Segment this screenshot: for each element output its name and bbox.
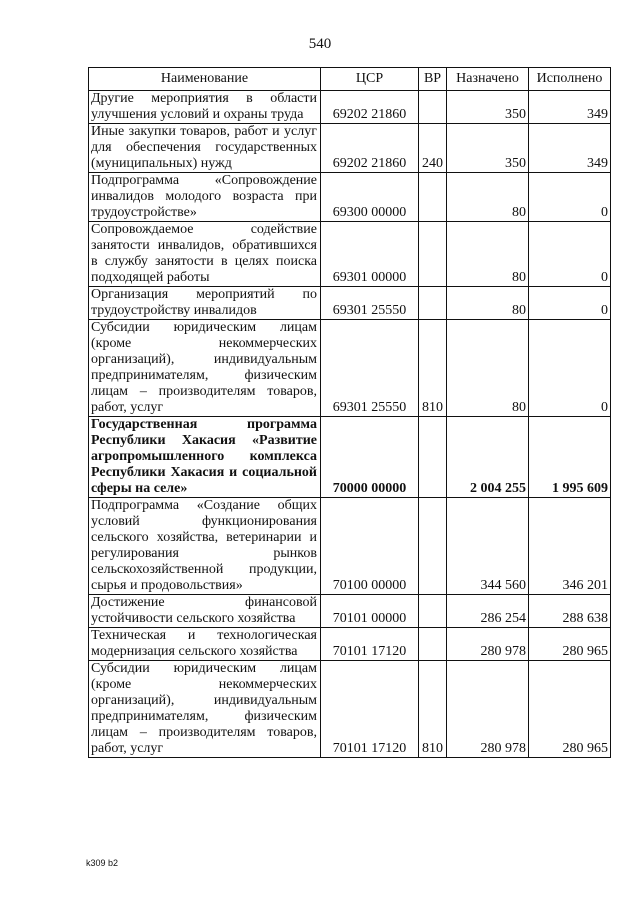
cell-executed: 280 965: [529, 628, 611, 661]
header-vr: ВР: [419, 68, 447, 91]
table-row: [89, 661, 611, 758]
table-row: [89, 173, 611, 222]
cell-csr: 70100 00000: [321, 498, 419, 595]
cell-csr: 70101 17120: [321, 661, 419, 758]
table-body: [89, 91, 611, 758]
cell-executed: 346 201: [529, 498, 611, 595]
cell-assigned: 80: [447, 173, 529, 222]
cell-vr: 240: [419, 124, 447, 173]
cell-name: Техническая и технологическая модернизация сельского хозяйства: [89, 628, 321, 661]
cell-assigned: 344 560: [447, 498, 529, 595]
cell-assigned: 280 978: [447, 661, 529, 758]
table-row: [89, 417, 611, 498]
cell-vr: [419, 628, 447, 661]
cell-csr: 70101 00000: [321, 595, 419, 628]
cell-vr: 810: [419, 661, 447, 758]
table-row: [89, 124, 611, 173]
cell-assigned: 286 254: [447, 595, 529, 628]
header-csr: ЦСР: [321, 68, 419, 91]
cell-name: Сопровождаемое содействие занятости инвалидов, обратившихся в службу занятости в целях поиска подходящей работы: [89, 222, 321, 287]
page-number: 540: [308, 36, 332, 52]
cell-csr: 70101 17120: [321, 628, 419, 661]
header-executed: Исполнено: [529, 68, 611, 91]
cell-executed: 288 638: [529, 595, 611, 628]
cell-name: Подпрограмма «Создание общих условий функционирования сельского хозяйства, ветеринарии и регулирования рынков сельскохозяйственной продукции, сырья и продовольствия»: [89, 498, 321, 595]
cell-name: Государственная программа Республики Хакасия «Развитие агропромышленного комплекса Республики Хакасия и социальной сферы на селе»: [89, 417, 321, 498]
cell-csr: 69300 00000: [321, 173, 419, 222]
cell-executed: 0: [529, 173, 611, 222]
cell-assigned: 350: [447, 124, 529, 173]
table-header-row: [89, 68, 611, 91]
cell-executed: 280 965: [529, 661, 611, 758]
cell-vr: [419, 173, 447, 222]
cell-executed: 0: [529, 287, 611, 320]
cell-executed: 0: [529, 222, 611, 287]
cell-csr: 69202 21860: [321, 91, 419, 124]
cell-executed: 0: [529, 320, 611, 417]
cell-csr: 69202 21860: [321, 124, 419, 173]
cell-executed: 1 995 609: [529, 417, 611, 498]
table-row: [89, 320, 611, 417]
table-row: [89, 498, 611, 595]
cell-vr: [419, 595, 447, 628]
table-row: [89, 91, 611, 124]
cell-vr: 810: [419, 320, 447, 417]
cell-assigned: 350: [447, 91, 529, 124]
table-row: [89, 595, 611, 628]
cell-vr: [419, 222, 447, 287]
table-row: [89, 628, 611, 661]
cell-name: Организация мероприятий по трудоустройству инвалидов: [89, 287, 321, 320]
cell-vr: [419, 287, 447, 320]
footer-mark: k309 b2: [86, 858, 119, 868]
cell-name: Достижение финансовой устойчивости сельского хозяйства: [89, 595, 321, 628]
cell-assigned: 80: [447, 222, 529, 287]
cell-csr: 69301 00000: [321, 222, 419, 287]
table-row: [89, 287, 611, 320]
cell-name: Субсидии юридическим лицам (кроме некоммерческих организаций), индивидуальным предпринимателям, физическим лицам – производителям товаров, работ, услуг: [89, 661, 321, 758]
cell-vr: [419, 498, 447, 595]
cell-executed: 349: [529, 124, 611, 173]
cell-assigned: 280 978: [447, 628, 529, 661]
budget-table: [88, 67, 611, 758]
cell-vr: [419, 91, 447, 124]
cell-assigned: 80: [447, 287, 529, 320]
header-assigned: Назначено: [447, 68, 529, 91]
table-row: [89, 222, 611, 287]
header-name: Наименование: [89, 68, 321, 91]
cell-name: Субсидии юридическим лицам (кроме некоммерческих организаций), индивидуальным предпринимателям, физическим лицам – производителям товаров, работ, услуг: [89, 320, 321, 417]
cell-executed: 349: [529, 91, 611, 124]
cell-name: Другие мероприятия в области улучшения условий и охраны труда: [89, 91, 321, 124]
cell-assigned: 2 004 255: [447, 417, 529, 498]
cell-csr: 69301 25550: [321, 320, 419, 417]
cell-name: Иные закупки товаров, работ и услуг для обеспечения государственных (муниципальных) нужд: [89, 124, 321, 173]
cell-vr: [419, 417, 447, 498]
cell-assigned: 80: [447, 320, 529, 417]
cell-csr: 69301 25550: [321, 287, 419, 320]
cell-csr: 70000 00000: [321, 417, 419, 498]
cell-name: Подпрограмма «Сопровождение инвалидов молодого возраста при трудоустройстве»: [89, 173, 321, 222]
